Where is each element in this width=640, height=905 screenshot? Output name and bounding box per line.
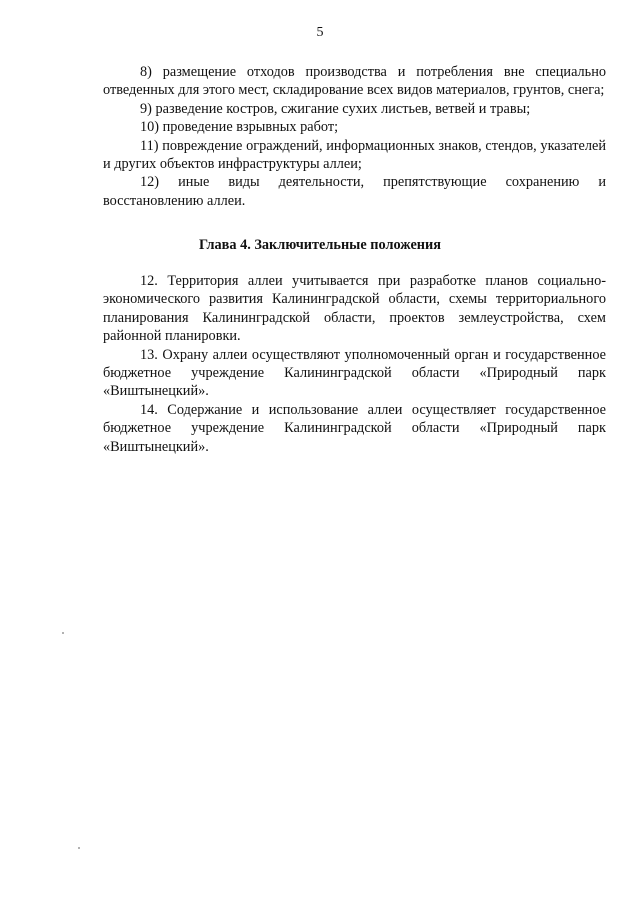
page-number: 5 [316,25,324,40]
scan-speck [78,847,80,849]
prohibited-activities-list [103,63,606,210]
final-provisions [103,272,606,456]
article-14: 14. Содержание и использование аллеи осуществляет государственное бюджетное учреждение Калининградской области «Природный парк «Виштынецкий». [103,401,606,455]
list-item-8: 8) размещение отходов производства и потребления вне специально отведенных для этого мест, складирование всех видов материалов, грунтов, снега; [103,64,606,99]
article-12: 12. Территория аллеи учитывается при разработке планов социально-экономического развития Калининградской области, схемы территориального планирования Калининградской области, проектов землеустройства, схем районной планировки. [103,273,606,345]
chapter-heading: Глава 4. Заключительные положения [198,237,442,253]
list-item-9: 9) разведение костров, сжигание сухих листьев, ветвей и травы; [140,100,531,117]
list-item-12: 12) иные виды деятельности, препятствующие сохранению и восстановлению аллеи. [103,174,606,209]
article-13: 13. Охрану аллеи осуществляют уполномоченный орган и государственное бюджетное учреждение Калининградской области «Природный парк «Виштынецкий». [103,346,606,400]
list-item-11: 11) повреждение ограждений, информационных знаков, стендов, указателей и других объектов инфраструктуры аллеи; [103,137,606,173]
scan-speck [62,632,64,634]
list-item-10: 10) проведение взрывных работ; [140,119,339,136]
